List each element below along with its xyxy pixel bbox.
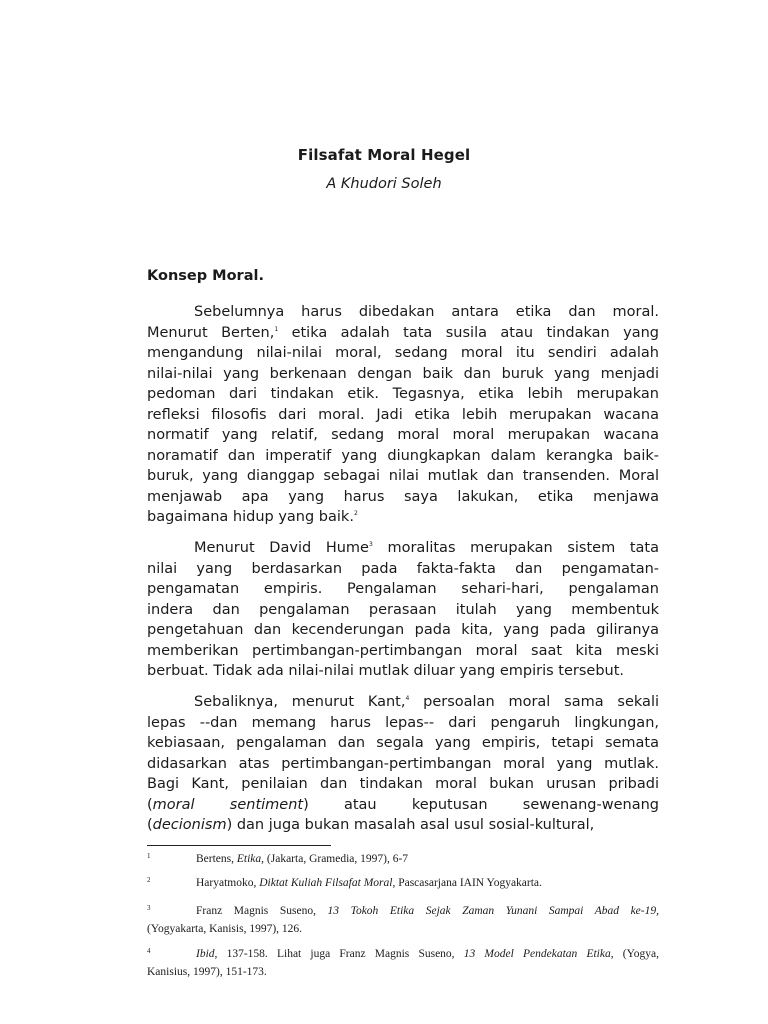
footnote-1 [147,850,659,868]
footnote-text: Bertens, Etika, (Jakarta, Gramedia, 1997), 6-7 [196,853,409,865]
footnote-number: 1 [147,852,151,860]
text-line: memberikan pertimbangan-pertimbangan moral saat kita meski [147,642,659,659]
text-line: Bagi Kant, penilaian dan tindakan moral bukan urusan pribadi [147,776,659,792]
text-line: noramatif dan imperatif yang diungkapkan dalam kerangka baik- [147,447,659,464]
text-line: nilai yang berdasarkan pada fakta-fakta dan pengamatan- [147,560,659,577]
footnote-text-continued: Kanisius, 1997), 151-173. [147,966,267,978]
italic-title: 13 Model Pendekatan Etika [463,948,611,960]
text-line: mengandung nilai-nilai moral, sedang moral itu sendiri adalah [147,345,659,361]
italic-title: Etika [236,853,262,865]
text-line: (moral sentiment) atau keputusan sewenang-wenang [147,796,659,813]
footnote-text: Ibid, 137-158. Lihat juga Franz Magnis Suseno, 13 Model Pendekatan Etika, (Yogya, [196,948,660,960]
text-line: pedoman dari tindakan etik. Tegasnya, etika lebih merupakan [147,386,659,402]
text-line: berbuat. Tidak ada nilai-nilai mutlak diluar yang empiris tersebut. [147,663,625,679]
text-line: normatif yang relatif, sedang moral moral merupakan wacana [147,427,659,443]
text-line: nilai-nilai yang berkenaan dengan baik dan buruk yang menjadi [147,365,659,382]
footnote-text: Haryatmoko, Diktat Kuliah Filsafat Moral, Pascasarjana IAIN Yogyakarta. [196,877,542,889]
paragraph-1 [147,302,659,528]
footnote-4 [147,945,659,981]
footnote-reference: 4 [405,695,410,703]
text-line: Menurut David Hume$^3$ moralitas merupakan sistem tata [194,540,659,556]
footnote-2 [147,874,659,892]
footnote-reference: 1 [274,325,279,333]
footnote-reference: 3 [368,541,373,549]
text-line: pengamatan empiris. Pengalaman sehari-hari, pengalaman [147,581,659,597]
text-line: menjawab apa yang harus saya lakukan, etika menjawa [147,488,659,505]
footnote-number: 4 [147,947,151,955]
italic-term: moral sentiment [152,796,304,813]
text-line: didasarkan atas pertimbangan-pertimbangan moral yang mutlak. [147,755,659,772]
text-line: indera dan pengalaman perasaan itulah yang membentuk [147,601,659,618]
italic-title: 13 Tokoh Etika Sejak Zaman Yunani Sampai Abad ke-19, [327,905,659,917]
footnote-number: 3 [147,904,151,912]
footnote-separator [147,845,331,846]
text-line: Sebaliknya, menurut Kant,$^4$ persoalan moral sama sekali [194,694,659,710]
footnote-reference: 2 [353,510,358,518]
document-author: A Khudori Soleh [326,176,442,192]
italic-title: Diktat Kuliah Filsafat Moral [259,877,393,889]
text-line: buruk, yang dianggap sebagai nilai mutlak dan transenden. Moral [147,468,659,484]
footnote-3 [147,902,659,938]
italic-title: Ibid [196,948,215,960]
text-line: pengetahuan dan kecenderungan pada kita, yang pada giliranya [147,622,659,638]
footnote-text-continued: (Yogyakarta, Kanisis, 1997), 126. [147,923,303,935]
text-line: kebiasaan, pengalaman dan segala yang empiris, tetapi semata [147,735,659,751]
paragraph-2 [147,538,659,682]
italic-term: decionism [152,817,227,833]
text-line: bagaimana hidup yang baik.$^2$ [147,509,358,525]
text-line: Sebelumnya harus dibedakan antara etika dan moral. [194,304,659,320]
section-heading: Konsep Moral. [147,268,264,284]
text-line: Menurut Berten,$^1$ etika adalah tata susila atau tindakan yang [147,324,659,341]
paragraph-3 [147,692,659,836]
text-line: refleksi filosofis dari moral. Jadi etika lebih merupakan wacana [147,406,659,423]
document-title: Filsafat Moral Hegel [297,146,471,164]
text-line: lepas --dan memang harus lepas-- dari pengaruh lingkungan, [147,714,659,731]
footnote-number: 2 [147,876,151,884]
text-line: (decionism) dan juga bukan masalah asal usul sosial-kultural, [147,817,595,833]
footnote-text: Franz Magnis Suseno, 13 Tokoh Etika Sejak Zaman Yunani Sampai Abad ke-19, [196,905,659,917]
